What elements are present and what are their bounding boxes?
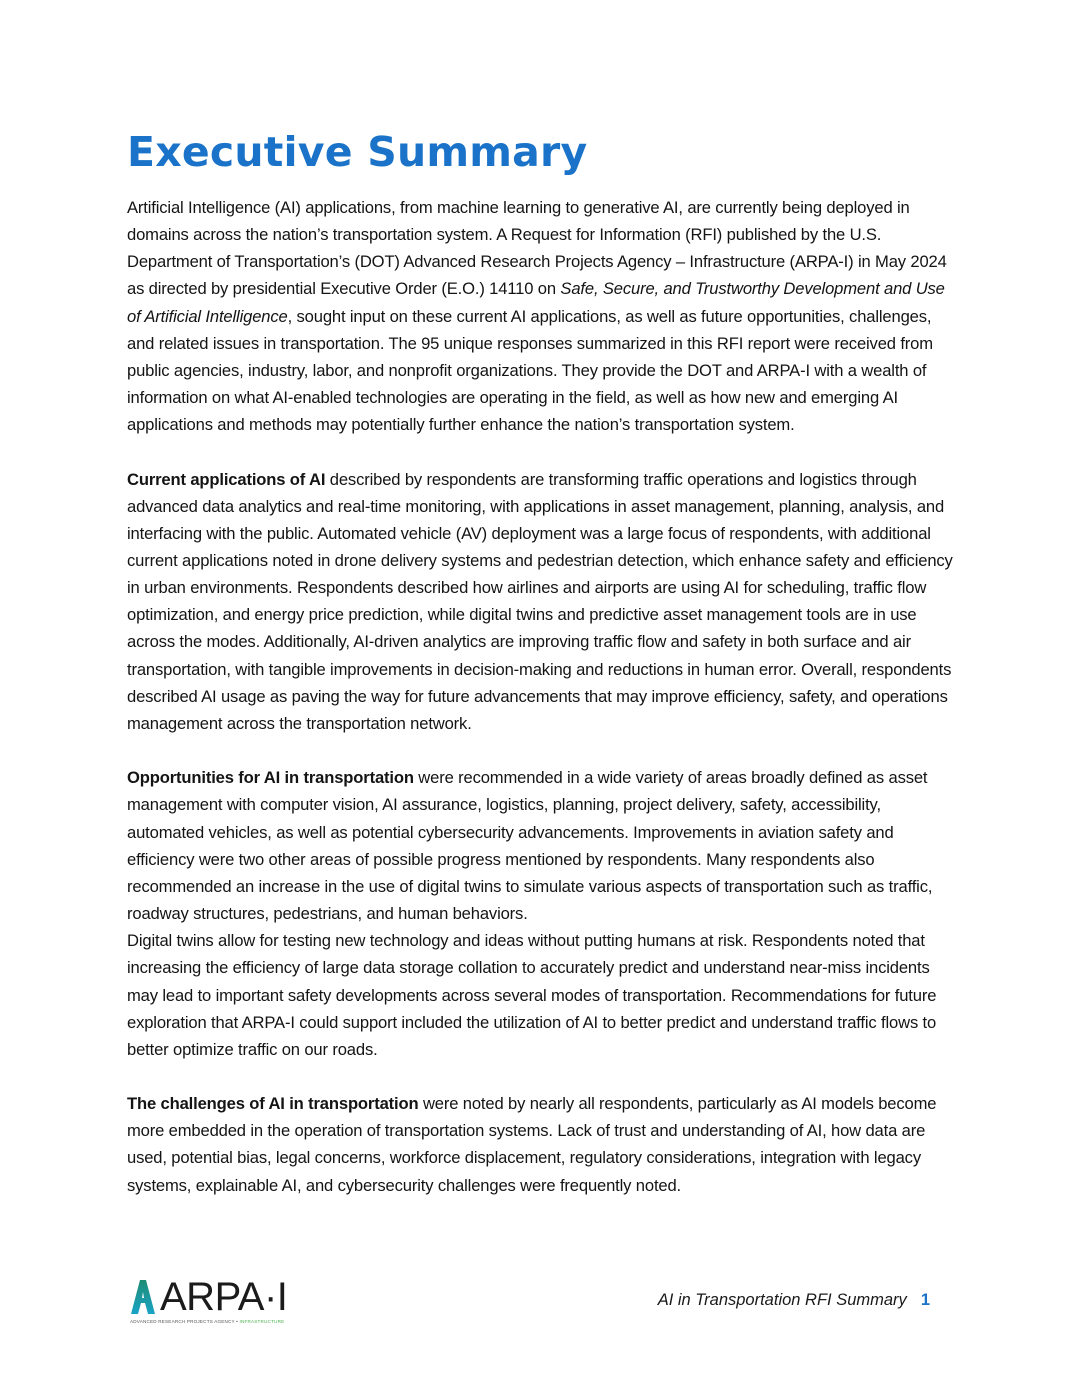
- paragraph-text: described by respondents are transforming traffic operations and logistics through advanced data analytics and real-time monitoring, with applications in asset management, planning, analysis, and interfacing with the public. Automated vehicle (AV) deployment was a large focus of respondents, with additional current applications noted in drone delivery systems and pedestrian detection, which enhance safety and efficiency in urban environments. Respondents described how airlines and airports are using AI for scheduling, traffic flow optimization, and energy price prediction, while digital twins and predictive asset management tools are in use across the modes. Additionally, AI-driven analytics are improving traffic flow and safety in both surface and air transportation, with tangible improvements in decision-making and reductions in human error. Overall, respondents described AI usage as paving the way for future advancements that may improve efficiency, safety, and operations management across the transportation network.: [127, 469, 953, 733]
- intro-text-part2: , sought input on these current AI applications, as well as future opportunities, challenges, and related issues in transportation. The 95 unique responses summarized in this RFI report were received from public agencies, industry, labor, and nonprofit organizations. They provide the DOT and ARPA-I with a wealth of information on what AI-enabled technologies are operating in the field, as well as how new and emerging AI applications and methods may potentially further enhance the nation’s transportation system.: [127, 306, 933, 435]
- intro-text-part1: Artificial Intelligence (AI) applications, from machine learning to generative AI, are currently being deployed in domains across the nation’s transportation system. A Request for Information (RFI) published by the U.S. Department of Transportation’s (DOT) Advanced Research Projects Agency – Infrastructure (ARPA-I) in May 2024 as directed by presidential Executive Order (E.O.) 14110 on: [127, 198, 947, 299]
- paragraph-text: Digital twins allow for testing new technology and ideas without putting humans at risk. Respondents noted that increasing the efficiency of large data storage collation to accurately predict and understand near-miss incidents may lead to important safety developments across several modes of transportation. Recommendations for future exploration that ARPA-I could support included the utilization of AI to better predict and understand traffic flows to better optimize traffic on our roads.: [127, 931, 937, 1059]
- logo-subtitle-main: ADVANCED RESEARCH PROJECTS AGENCY •: [130, 1319, 240, 1324]
- body-text: [127, 194, 959, 1226]
- logo-wordmark: ARPA·I: [160, 1275, 288, 1319]
- page-number: 1: [920, 1291, 930, 1309]
- page-footer: [658, 1291, 930, 1310]
- paragraph-text: were recommended in a wide variety of areas broadly defined as asset management with computer vision, AI assurance, logistics, planning, project delivery, safety, accessibility, automated vehicles, as well as potential cybersecurity advancements. Improvements in aviation safety and efficiency were two other areas of possible progress mentioned by respondents. Many respondents also recommended an increase in the use of digital twins to simulate various aspects of transportation such as traffic, roadway structures, pedestrians, and human behaviors.: [127, 768, 933, 924]
- paragraph-lead: The challenges of AI in transportation: [127, 1094, 419, 1114]
- arpa-i-a-mark-icon: [130, 1279, 156, 1315]
- paragraph-lead: Opportunities for AI in transportation: [127, 768, 414, 788]
- current-applications-paragraph: [127, 466, 959, 738]
- digital-twins-paragraph: [127, 927, 959, 1063]
- challenges-paragraph: [127, 1090, 959, 1199]
- document-title: AI in Transportation RFI Summary: [657, 1291, 907, 1309]
- page-title: Executive Summary: [127, 128, 588, 176]
- arpa-i-logo: [130, 1275, 300, 1328]
- logo-subtitle-accent: INFRASTRUCTURE: [239, 1319, 285, 1324]
- paragraph-text: were noted by nearly all respondents, particularly as AI models become more embedded in the operation of transportation systems. Lack of trust and understanding of AI, how data are used, potential bias, legal concerns, workforce displacement, regulatory considerations, integration with legacy systems, explainable AI, and cybersecurity challenges were frequently noted.: [127, 1094, 937, 1195]
- paragraph-lead: Current applications of AI: [127, 469, 326, 489]
- executive-order-title: Safe, Secure, and Trustworthy Development and Use of Artificial Intelligence: [127, 279, 945, 326]
- opportunities-paragraph: [127, 764, 959, 927]
- logo-subtitle: [130, 1319, 300, 1324]
- intro-paragraph: [127, 194, 959, 438]
